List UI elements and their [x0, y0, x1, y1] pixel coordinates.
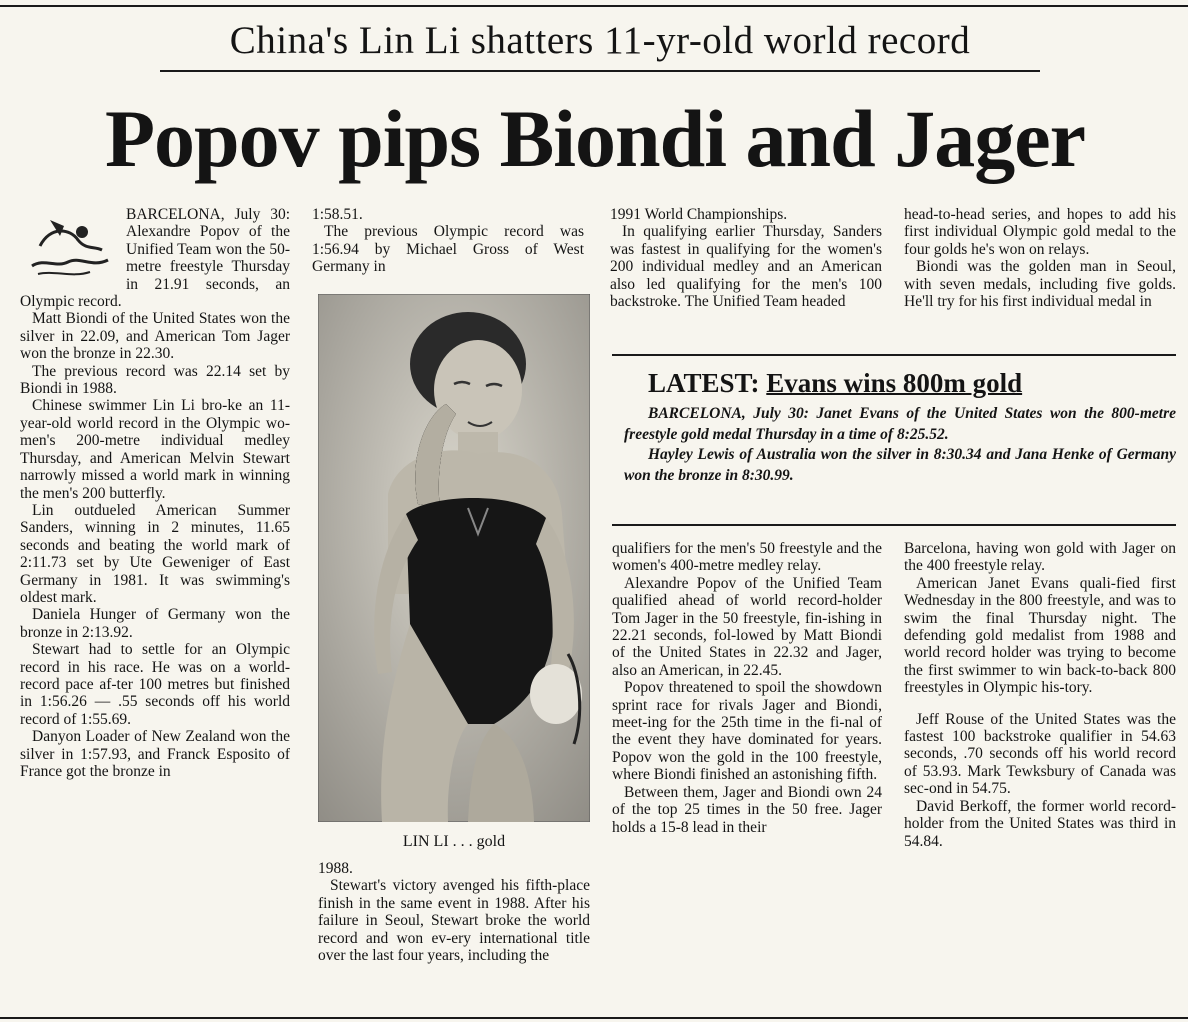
col4-para: American Janet Evans quali-fied first Wednesday in the 800 freestyle, and was to swim the final Thursday night. The defending gold medalist from 1988 and world record holder was trying to become the first swimmer to win back-to-back 800 freestyles in Olympic his-tory. [904, 574, 1176, 697]
bottom-rule [0, 1017, 1188, 1019]
col1-para: Stewart had to settle for an Olympic record in his race. He was on a world-record pace af-ter 100 metres but finished in 1:56.26 — .55 seconds off his world record of 1:55.69. [20, 641, 290, 728]
article-column-4-bottom [904, 540, 1176, 1015]
col3-para: In qualifying earlier Thursday, Sanders was fastest in qualifying for the women's 200 individual medley and an American also led qualifying for the men's 100 backstroke. The Unified Team headed [610, 223, 882, 311]
col2-para: The previous Olympic record was 1:56.94 by Michael Gross of West Germany in [312, 223, 584, 276]
photo-caption: LIN LI . . . gold [402, 833, 506, 850]
article-column-2-top [312, 206, 584, 286]
col2-para: Stewart's victory avenged his fifth-place finish in the same event in 1988. After his failure in Seoul, Stewart broke the world record and won ev-ery international title over the last four years, including the [318, 877, 590, 965]
col3-para: Between them, Jager and Biondi own 24 of the top 25 times in the 50 free. Jager holds a 15-8 lead in their [612, 783, 882, 836]
dateline: BARCELONA, July 30: [126, 206, 290, 223]
photo-image [318, 294, 590, 822]
col3-para: Popov threatened to spoil the showdown sprint race for rivals Jager and Biondi, meet-ing for the 25th time in the fi-nal of the event they have dominated for years. Popov won the gold in the 100 freestyle, where Biondi finished an astonishing fifth. [612, 679, 882, 784]
col4-line: head-to-head series, and hopes to add his first individual Olympic gold medal to the four golds he's won on relays. [904, 206, 1176, 258]
col1-para: Chinese swimmer Lin Li bro-ke an 11-year-old world record in the Olympic wo-men's 200-metre individual medley Thursday, and American Melvin Stewart narrowly missed a world mark in winning the men's 200 butterfly. [20, 397, 290, 502]
col3-line: 1991 World Championships. [610, 206, 788, 223]
col1-para: Lin outdueled American Summer Sanders, winning in 2 minutes, 11.65 seconds and beating the world mark of 2:11.73 set by Ute Geweniger of East Germany in 1981. It was swimming's oldest mark. [20, 501, 290, 606]
kicker-headline: China's Lin Li shatters 11-yr-old world record [229, 19, 971, 62]
col4-para: Biondi was the golden man in Seoul, with seven medals, including five golds. He'll try for his first individual medal in [904, 258, 1176, 311]
kicker-rule [160, 70, 1040, 72]
col4-para: David Berkoff, the former world record-holder from the United States was third in 54.84. [904, 797, 1176, 850]
col3-line: qualifiers for the men's 50 freestyle and the women's 400-metre medley relay. [612, 540, 882, 575]
col1-para: Danyon Loader of New Zealand won the silver in 1:57.93, and Franck Esposito of France got the bronze in [20, 728, 290, 780]
latest-body [612, 404, 1176, 486]
col4-para: Jeff Rouse of the United States was the fastest 100 backstroke qualifier in 54.63 seconds, .70 seconds off his world record of 53.93. Mark Tewksbury of Canada was sec-ond in 54.75. [904, 710, 1176, 798]
col2-line: 1988. [318, 860, 353, 877]
latest-para: BARCELONA, July 30: Janet Evans of the United States won the 800-metre freestyle gold medal Thursday in a time of 8:25.52. [624, 405, 1176, 443]
col1-para: Daniela Hunger of Germany won the bronze in 2:13.92. [20, 606, 290, 641]
col4-line: Barcelona, having won gold with Jager on the 400 freestyle relay. [904, 540, 1176, 575]
swimmer-logo-icon [20, 206, 116, 284]
latest-news-box [612, 366, 1176, 522]
article-column-4-top [904, 206, 1176, 356]
col3-para: Alexandre Popov of the Unified Team qualified ahead of world record-holder Tom Jager in the 50 freestyle, fin-ishing in 22.21 seconds, fol-lowed by Matt Biondi of the United States in 22.32 and Jager, also an American, in 22.45. [612, 574, 882, 679]
col1-para: Matt Biondi of the United States won the silver in 22.09, and American Tom Jager won the bronze in 22.30. [20, 310, 290, 363]
swimmer-photo [318, 294, 590, 822]
top-rule [0, 5, 1188, 7]
latest-para: Hayley Lewis of Australia won the silver in 8:30.34 and Jana Henke of Germany won the bronze in 8:30.99. [624, 446, 1176, 484]
col2-line: 1:58.51. [312, 206, 363, 223]
latest-bottom-rule [612, 524, 1176, 526]
article-column-2-bottom [318, 860, 590, 1010]
latest-headline: Evans wins 800m gold [766, 368, 1023, 398]
article-column-1 [20, 206, 290, 1016]
article-column-3-bottom [612, 540, 882, 1015]
main-headline: Popov pips Biondi and Jager [104, 93, 1086, 184]
article-column-3-top [610, 206, 882, 356]
col1-lede: Alexandre Popov of the Unified Team won the 50-metre freestyle Thursday in 21.91 seconds, an Olympic record. [20, 223, 290, 311]
latest-title [648, 366, 1176, 400]
latest-label: LATEST: [648, 368, 760, 398]
col1-para: The previous record was 22.14 set by Biondi in 1988. [20, 362, 290, 398]
paragraph-spacer [904, 697, 1176, 711]
